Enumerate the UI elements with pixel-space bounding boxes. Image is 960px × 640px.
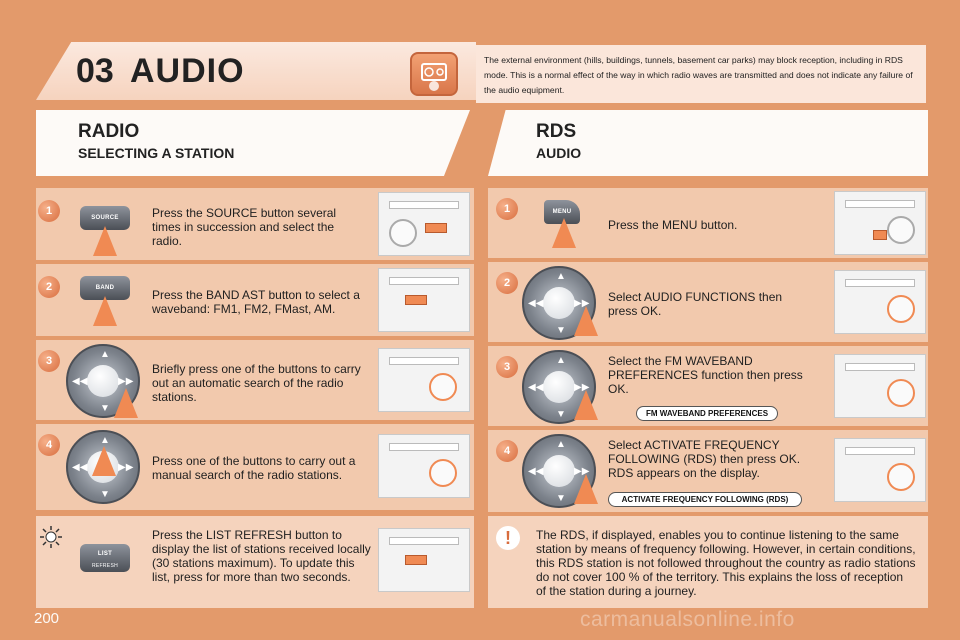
tip-sun-icon — [40, 526, 62, 548]
step-text: Briefly press one of the buttons to carry out an automatic search of the radio stations. — [152, 362, 361, 404]
radio-step-2 — [36, 264, 474, 336]
press-arrow-icon — [574, 306, 598, 336]
rds-step-1 — [488, 188, 928, 258]
step-text: Select AUDIO FUNCTIONS then press OK. — [608, 290, 783, 318]
rds-step-2 — [488, 262, 928, 342]
chapter-title: AUDIO — [130, 52, 245, 90]
radio-unit-thumbnail — [834, 354, 926, 418]
step-text: Select the FM WAVEBAND PREFERENCES function then press OK. — [608, 354, 803, 396]
step-number: 2 — [496, 272, 518, 294]
step-number: 2 — [38, 276, 60, 298]
press-arrow-icon — [93, 226, 117, 256]
step-number: 4 — [38, 434, 60, 456]
step-text: Press the MENU button. — [608, 218, 738, 232]
radio-unit-thumbnail — [834, 270, 926, 334]
radio-unit-thumbnail — [378, 268, 470, 332]
radio-section-title: RADIO — [78, 121, 140, 142]
list-refresh-button-image: LIST REFRESH — [80, 544, 130, 572]
band-button-image: BAND — [80, 276, 130, 300]
radio-step-4 — [36, 424, 474, 510]
chapter-number: 03 — [76, 52, 114, 90]
press-arrow-icon — [93, 296, 117, 326]
warning-icon: ! — [496, 526, 520, 550]
warning-text: The RDS, if displayed, enables you to continue listening to the same station by means of frequency following. However, in certain conditions, this RDS station is not followed throughout the country as radio stations do not cover 100 % of the territory. This explains the loss of reception of the station during a journey. — [536, 528, 916, 598]
press-arrow-icon — [574, 390, 598, 420]
step-text: Press the BAND AST button to select a waveband: FM1, FM2, FMast, AM. — [152, 288, 360, 316]
navigation-dpad-icon: ▲ ▼ ◀◀ ▶▶ — [522, 350, 596, 424]
source-button-image: SOURCE — [80, 206, 130, 230]
reception-note: The external environment (hills, buildings, tunnels, basement car parks) may block reception, including in RDS mode. This is a normal effect of the way in which radio waves are transmitted and does not indicate any failure of the audio equipment. — [476, 45, 926, 103]
rds-section-title: RDS — [536, 121, 577, 142]
radio-unit-thumbnail — [378, 528, 470, 592]
tip-text: Press the LIST REFRESH button to display the list of stations received locally (30 stations maximum). To update this list, press for more than two seconds. — [152, 528, 371, 584]
radio-unit-thumbnail — [378, 434, 470, 498]
press-arrow-icon — [92, 446, 116, 476]
step-text: Press one of the buttons to carry out a manual search of the radio stations. — [152, 454, 356, 482]
navigation-dpad-icon: ▲ ▼ ◀◀ ▶▶ — [522, 434, 596, 508]
list-refresh-tip — [36, 516, 474, 608]
radio-step-3 — [36, 340, 474, 420]
activate-frequency-following-label: ACTIVATE FREQUENCY FOLLOWING (RDS) — [608, 492, 802, 507]
press-arrow-icon — [574, 474, 598, 504]
navigation-dpad-icon: ▲ ▼ ◀◀ ▶▶ — [66, 344, 140, 418]
press-arrow-icon — [114, 388, 138, 418]
menu-button-image: MENU — [544, 200, 580, 224]
step-number: 4 — [496, 440, 518, 462]
step-text: Press the SOURCE button several times in succession and select the radio. — [152, 206, 337, 248]
watermark: carmanualsonline.info — [580, 608, 795, 631]
radio-unit-thumbnail — [378, 348, 470, 412]
rds-step-3 — [488, 346, 928, 426]
step-number: 1 — [38, 200, 60, 222]
rds-section-subtitle: AUDIO — [536, 145, 582, 161]
fm-waveband-preferences-label: FM WAVEBAND PREFERENCES — [636, 406, 778, 421]
radio-unit-thumbnail — [378, 192, 470, 256]
navigation-dpad-icon: ▲ ▼ ◀◀ ▶▶ — [522, 266, 596, 340]
rds-step-4 — [488, 430, 928, 512]
press-arrow-icon — [552, 218, 576, 248]
step-number: 3 — [496, 356, 518, 378]
navigation-dpad-icon: ▲ ▼ ◀◀ ▶▶ — [66, 430, 140, 504]
page-number: 200 — [34, 610, 60, 627]
radio-banner — [36, 110, 470, 176]
step-number: 1 — [496, 198, 518, 220]
rds-warning-note — [488, 516, 928, 608]
rds-banner — [488, 110, 928, 176]
radio-unit-thumbnail — [834, 191, 926, 255]
radio-section-subtitle: SELECTING A STATION — [78, 145, 235, 161]
audio-chapter-icon — [410, 52, 458, 96]
step-text: Select ACTIVATE FREQUENCY FOLLOWING (RDS) then press OK. RDS appears on the display. — [608, 438, 801, 480]
radio-unit-thumbnail — [834, 438, 926, 502]
step-number: 3 — [38, 350, 60, 372]
radio-step-1 — [36, 188, 474, 260]
